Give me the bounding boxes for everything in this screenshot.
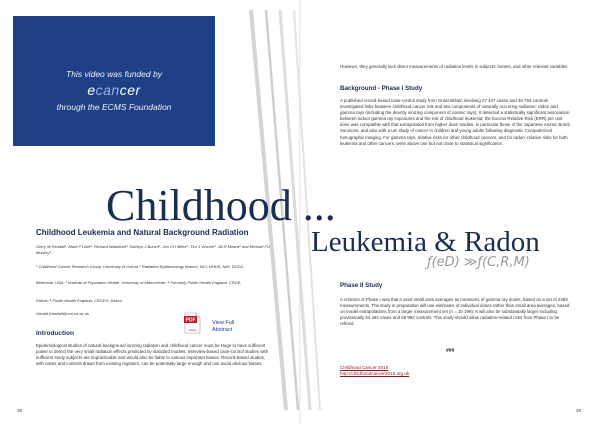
right-intro-text: However, they generally lack direct measurements of radiation levels in subjects' homes, and other relevant variables. xyxy=(340,64,569,69)
affiliation-1: ¹ Childhood Cancer Research Group, University of Oxford ² Radiation Epidemiology Branch, NCI, DHHS, NIH, DCEG, xyxy=(36,264,245,269)
logo-prefix: e xyxy=(87,82,96,98)
logo-highlight: can xyxy=(95,82,120,98)
affiliation-3: Didcot; ⁴ Public Health England, CRCEH, Didcot xyxy=(36,298,122,303)
banner-foundation-text: through the ECMS Foundation xyxy=(56,102,172,112)
page-number-right: 39 xyxy=(576,408,582,413)
author-list: Gerry M Kendall¹, Mark P Little², Richard Wakeford³, Kathryn J Bunch¹, Jon CH Miles⁴, Tim J Vincent¹, Jill R Meara⁴ and Michael FG Murphy¹ xyxy=(36,244,271,255)
big-title-left: Childhood ... xyxy=(106,181,336,230)
svg-text:PDF: PDF xyxy=(185,317,196,324)
formula-text: ƒ(eD) ≫ƒ(C,R,M) xyxy=(427,255,530,270)
banner-funded-text: This video was funded by xyxy=(66,69,162,79)
end-marker: ### xyxy=(446,348,455,354)
video-banner[interactable] xyxy=(13,16,215,146)
conference-url-link[interactable]: http://childhoodcancer2016.org.uk xyxy=(340,371,410,377)
view-full-abstract-link[interactable]: View Full Abstract xyxy=(212,320,235,333)
contact-email[interactable]: Gerald.Kendall@ceu.ox.ac.uk xyxy=(36,311,89,316)
logo-suffix: cer xyxy=(119,82,141,98)
big-title-right: Leukemia & Radon xyxy=(311,226,540,258)
ecancer-logo xyxy=(13,82,215,98)
page-number-left: 38 xyxy=(17,408,23,413)
phase-2-body: A criticism of Phase I was that it used small area averages as measures of gamma ray doses, based on a set of 2283 measurements. The study in preparation will use estimates of individual doses rather than small area averages, based on model extrapolations from a larger measurement set (n = 10 199). It will also be substantially larger including provisionally 54 462 cases and 69 992 controls. This study should allow radiation-related risks from Phase I to be refined. xyxy=(340,297,570,327)
phase-1-heading: Background - Phase I Study xyxy=(340,85,423,92)
phase-1-body: A published record-based case-control study from Great Britain involving 27 447 cases and 36 793 controls investigated links between childhood cancer risk and two components of naturally occurring radiation: radon and gamma rays (including the directly ionizing component of cosmic rays). It detected a statistically significant association between indoor gamma ray exposures and the risk of childhood leukemia; the Excess Relative Risk (ERR) per unit dose was compatible with that extrapolated from higher dose studies, in particular those of the Japanese Atomic Bomb Survivors, and also with a UK study of cancer in children and young adults following diagnostic Computerized tomographic imaging. For gamma rays, relative risks for other childhood cancers, and for radon, relative risks for both leukemia and other cancers, were above one but not close to statistical significance. xyxy=(340,98,570,146)
introduction-heading: Introduction xyxy=(36,330,74,337)
pdf-adobe-label: Adobe xyxy=(188,328,197,332)
introduction-body: Epidemiological studies of natural background ionizing radiation and childhood cancer must be Huge to have sufficient power to detect the very small radiation effects predicted by standard models. Interview-based case-control studies with sufficient study subjects are impracticable and would also be liable to various important biases. Record-based studies, with cases and controls drawn from existing registers, can be potentially large enough and can avoid obvious biases. xyxy=(36,343,269,367)
phase-2-heading: Phase II Study xyxy=(340,282,383,289)
affiliation-2: Bethesda, USA; ³ Institute of Population Health, University of Manchester; ⁴ Formerly Public Health England, CRCE, xyxy=(36,280,242,285)
conference-name-link[interactable]: Childhood Cancer 2016 xyxy=(340,365,389,370)
pdf-icon[interactable] xyxy=(184,312,201,334)
article-subtitle: Childhood Leukemia and Natural Background Radiation xyxy=(36,228,249,237)
conference-links[interactable] xyxy=(340,365,409,378)
